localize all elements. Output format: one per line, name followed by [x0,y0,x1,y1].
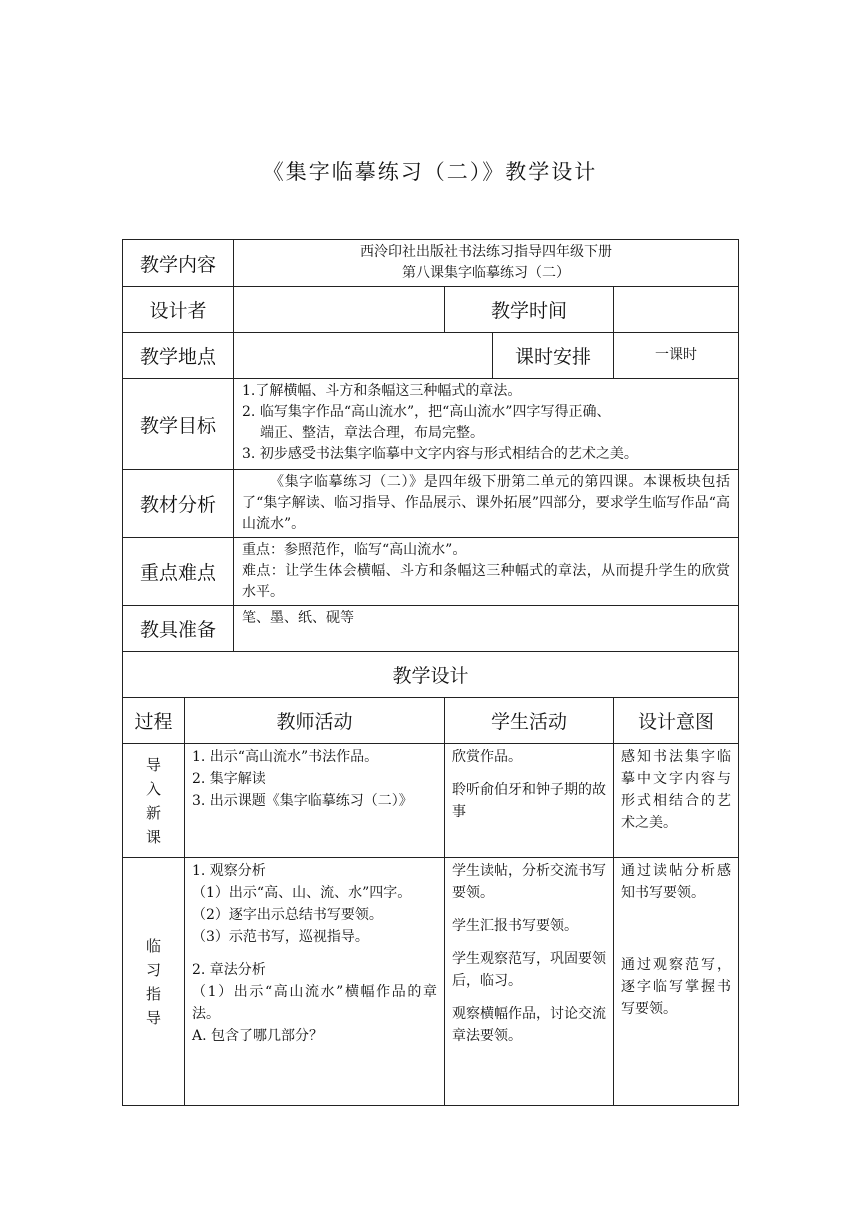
content-label: 教学内容 [123,240,234,287]
analysis-value: 《集字临摹练习（二）》是四年级下册第二单元的第四课。本课板块包括了“集字解读、临习指导、作品展示、课外拓展”四部分，要求学生临写作品“高山流水”。 [234,470,739,538]
teacher-line: A. 包含了哪几部分？ [192,1028,324,1044]
intent-cell: 感知书法集字临摹中文字内容与形式相结合的艺术之美。 [614,744,739,858]
student-cell [445,858,614,1106]
goal-item: 端正、整洁，章法合理，布局完整。 [260,425,485,441]
teacher-line: 3. 出示课题《集字临摹练习（二）》 [192,793,413,809]
time-value [614,287,739,333]
content-value [234,240,739,287]
student-line: 学生观察范写，巩固要领后，临习。 [452,951,607,989]
teacher-line: 1. 观察分析 [192,863,266,879]
keypoint-item: 难点：让学生体会横幅、斗方和条幅这三种幅式的章法，从而提升学生的欣赏水平。 [242,563,731,600]
location-value [234,333,493,379]
goals-value [234,379,739,470]
tools-value: 笔、墨、纸、砚等 [234,606,739,652]
stage-cell [123,858,185,1106]
spacer [452,904,606,915]
student-line: 观察横幅作品，讨论交流章法要领。 [452,1006,607,1044]
teacher-line: 2. 章法分析 [192,962,266,978]
stage-label: 临习指导 [145,936,161,1027]
spacer [192,948,437,959]
student-line: 欣赏作品。 [452,749,523,765]
teacher-cell [185,858,445,1106]
table-row [123,858,739,1106]
teacher-line: （3）示范书写，巡视指导。 [192,929,369,945]
teacher-line: 1. 出示“高山流水”书法作品。 [192,749,379,765]
keypoints-label: 重点难点 [123,538,234,606]
designer-value [234,287,445,333]
lesson-plan-table [122,239,739,1106]
teacher-line: （1）出示“高、山、流、水”四字。 [192,885,412,901]
intent-line: 通过观察范写，逐字临写掌握书写要领。 [621,957,732,1017]
teacher-cell [185,744,445,858]
content-line: 第八课集字临摹练习（二） [402,265,571,281]
schedule-label: 课时安排 [493,333,614,379]
student-line: 学生汇报书写要领。 [452,918,579,934]
header-student: 学生活动 [445,698,614,744]
goal-item: 2. 临写集字作品“高山流水”，把“高山流水”四字写得正确、 [242,404,611,420]
keypoints-value [234,538,739,606]
document-title: 《集字临摹练习（二）》教学设计 [262,160,598,184]
stage-label: 导入新课 [145,755,161,846]
teacher-line: （1）出示“高山流水”横幅作品的章法。 [192,984,438,1022]
spacer [621,904,731,954]
keypoint-item: 重点：参照范作，临写“高山流水”。 [242,542,467,558]
teacher-line: 2. 集字解读 [192,771,266,787]
teacher-line: （2）逐字出示总结书写要领。 [192,907,383,923]
student-line: 学生读帖，分析交流书写要领。 [452,863,607,901]
header-stage: 过程 [123,698,185,744]
intent-cell [614,858,739,1106]
design-heading: 教学设计 [123,652,739,698]
spacer [452,992,606,1003]
stage-cell [123,744,185,858]
spacer [452,768,606,779]
tools-label: 教具准备 [123,606,234,652]
goal-item: 1.了解横幅、斗方和条幅这三种幅式的章法。 [242,383,522,399]
table-row [123,744,739,858]
content-line: 西泠印社出版社书法练习指导四年级下册 [360,244,613,260]
location-label: 教学地点 [123,333,234,379]
schedule-value: 一课时 [614,333,739,379]
student-cell [445,744,614,858]
goals-label: 教学目标 [123,379,234,470]
time-label: 教学时间 [445,287,614,333]
student-line: 聆听俞伯牙和钟子期的故事 [452,782,607,820]
spacer [452,937,606,948]
intent-line: 通过读帖分析感知书写要领。 [621,863,732,901]
analysis-label: 教材分析 [123,470,234,538]
header-teacher: 教师活动 [185,698,445,744]
goal-item: 3. 初步感受书法集字临摹中文字内容与形式相结合的艺术之美。 [242,446,638,462]
header-intent: 设计意图 [614,698,739,744]
designer-label: 设计者 [123,287,234,333]
